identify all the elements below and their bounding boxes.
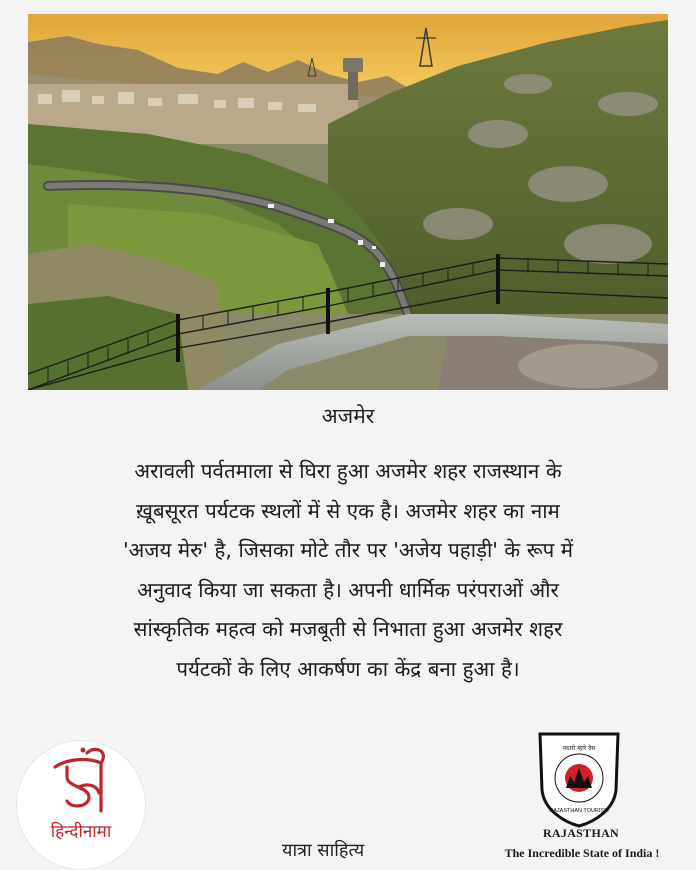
emblem-ring-text: RAJASTHAN TOURISM (549, 808, 609, 814)
ajmer-photo (28, 14, 668, 390)
hindinama-name: हिन्दीनामा (50, 822, 112, 842)
paragraph-line: ख़ूबसूरत पर्यटक स्थलों में से एक है। अजमेर शहर का नाम (136, 498, 560, 523)
description-paragraph (40, 452, 656, 689)
rajasthan-tourism-emblem (536, 728, 622, 828)
rajasthan-label: RAJASTHAN (542, 826, 620, 840)
place-title: अजमेर (321, 404, 375, 428)
paragraph-line: 'अजय मेरु' है, जिसका मोटे तौर पर 'अजेय पहाड़ी' के रूप में (122, 538, 574, 562)
paragraph-line: सांस्कृतिक महत्व को मजबूती से निभाता हुआ अजमेर शहर (133, 617, 563, 641)
paragraph-line: अरावली पर्वतमाला से घिरा हुआ अजमेर शहर राजस्थान के (134, 459, 562, 483)
hindinama-logo (16, 740, 146, 870)
paragraph-line: पर्यटकों के लिए आकर्षण का केंद्र बना हुआ है। (176, 656, 520, 681)
paragraph-line: अनुवाद किया जा सकता है। अपनी धार्मिक परंपराओं और (137, 577, 559, 602)
incredible-state-tagline: The Incredible State of India ! (504, 846, 660, 860)
category-label: यात्रा साहित्य (282, 840, 365, 861)
emblem-tagline: पधारो म्हारे देस (562, 745, 596, 752)
hindinama-mark-icon (17, 741, 145, 821)
